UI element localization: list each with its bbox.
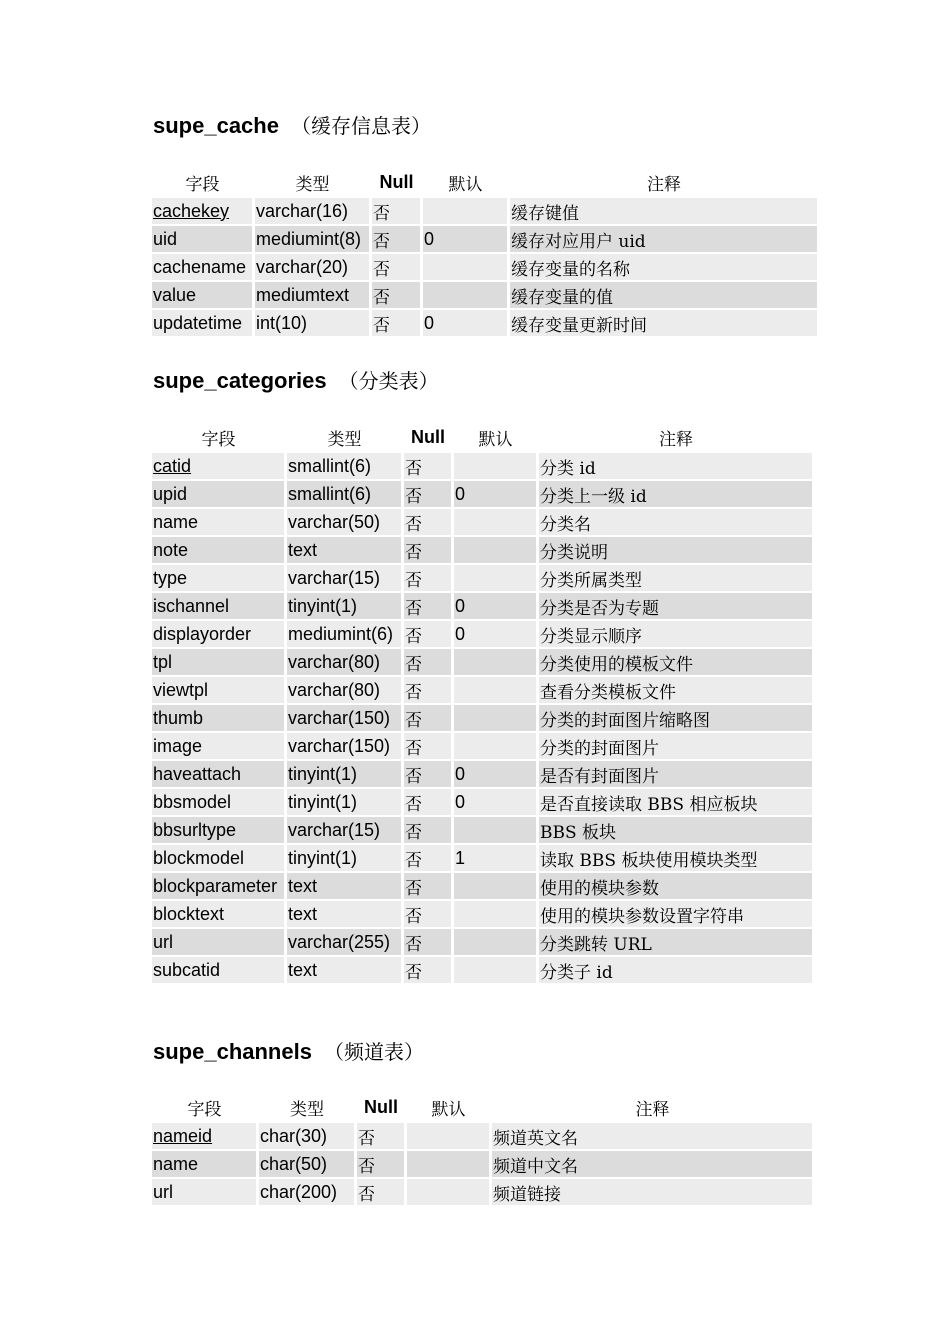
cell-null: 否 — [404, 845, 452, 871]
cell-null: 否 — [372, 310, 421, 336]
table-name-cn: （缓存信息表） — [290, 114, 431, 138]
table-row — [152, 310, 818, 336]
cell-type: char(50) — [259, 1151, 355, 1177]
cell-default: 0 — [454, 761, 537, 787]
cell-null: 否 — [404, 957, 452, 983]
cell-type: varchar(15) — [287, 817, 402, 843]
section-title — [153, 365, 439, 394]
table-row — [152, 1179, 813, 1205]
cell-field: bbsmodel — [152, 789, 285, 815]
cell-comment: 分类 id — [539, 453, 813, 479]
cell-field: displayorder — [152, 621, 285, 647]
cell-default — [454, 649, 537, 675]
cell-comment: 是否直接读取 BBS 相应板块 — [539, 789, 813, 815]
cell-type: smallint(6) — [287, 481, 402, 507]
column-header-type: 类型 — [287, 423, 402, 451]
cell-default — [454, 733, 537, 759]
cell-field: cachename — [152, 254, 253, 280]
column-header-null: Null — [404, 423, 452, 451]
cell-comment: 分类的封面图片缩略图 — [539, 705, 813, 731]
cell-null: 否 — [404, 565, 452, 591]
cell-default: 0 — [454, 593, 537, 619]
cell-type: mediumint(8) — [255, 226, 370, 252]
table-row — [152, 789, 813, 815]
cell-type: text — [287, 957, 402, 983]
cell-field: subcatid — [152, 957, 285, 983]
column-header-default: 默认 — [423, 168, 508, 196]
cell-default — [454, 509, 537, 535]
table-row — [152, 198, 818, 224]
table-row — [152, 1151, 813, 1177]
section-title — [153, 110, 431, 139]
cell-comment: 使用的模块参数设置字符串 — [539, 901, 813, 927]
cell-field: url — [152, 1179, 257, 1205]
cell-comment: 分类子 id — [539, 957, 813, 983]
cell-type: varchar(80) — [287, 649, 402, 675]
primary-key-label: catid — [153, 455, 192, 476]
table-row — [152, 929, 813, 955]
cell-default — [454, 873, 537, 899]
column-header-comment: 注释 — [539, 423, 813, 451]
table-row — [152, 817, 813, 843]
table-row — [152, 226, 818, 252]
column-header-type: 类型 — [259, 1093, 355, 1121]
cell-comment: 频道链接 — [492, 1179, 813, 1205]
table-row — [152, 705, 813, 731]
cell-comment: 分类使用的模板文件 — [539, 649, 813, 675]
table-name: supe_cache — [153, 113, 279, 138]
cell-type: text — [287, 537, 402, 563]
cell-comment: 使用的模块参数 — [539, 873, 813, 899]
table-row — [152, 621, 813, 647]
header-row — [152, 423, 813, 451]
cell-null: 否 — [404, 621, 452, 647]
cell-comment: 缓存对应用户 uid — [510, 226, 818, 252]
cell-type: text — [287, 901, 402, 927]
header-row — [152, 168, 818, 196]
cell-default: 0 — [454, 789, 537, 815]
cell-comment: 读取 BBS 板块使用模块类型 — [539, 845, 813, 871]
cell-type: smallint(6) — [287, 453, 402, 479]
cell-field: updatetime — [152, 310, 253, 336]
table-row — [152, 761, 813, 787]
cell-default: 0 — [454, 481, 537, 507]
cell-default — [454, 929, 537, 955]
cell-null: 否 — [357, 1179, 405, 1205]
cell-field: uid — [152, 226, 253, 252]
table-row — [152, 593, 813, 619]
cell-default — [454, 537, 537, 563]
cell-field — [152, 1123, 257, 1149]
cell-field: value — [152, 282, 253, 308]
cell-null: 否 — [404, 537, 452, 563]
cell-default: 1 — [454, 845, 537, 871]
cell-default — [454, 817, 537, 843]
cell-null: 否 — [404, 509, 452, 535]
cell-default — [423, 282, 508, 308]
cell-type: varchar(20) — [255, 254, 370, 280]
cell-type: tinyint(1) — [287, 845, 402, 871]
cell-null: 否 — [372, 226, 421, 252]
table-row — [152, 537, 813, 563]
cell-type: text — [287, 873, 402, 899]
table-name-cn: （分类表） — [338, 369, 439, 393]
cell-comment: 频道中文名 — [492, 1151, 813, 1177]
cell-field: thumb — [152, 705, 285, 731]
cell-null: 否 — [404, 705, 452, 731]
cell-comment: 分类说明 — [539, 537, 813, 563]
cell-comment: 分类名 — [539, 509, 813, 535]
cell-field: blockparameter — [152, 873, 285, 899]
column-header-field: 字段 — [152, 168, 253, 196]
column-header-null: Null — [357, 1093, 405, 1121]
cell-null: 否 — [404, 817, 452, 843]
cell-field: upid — [152, 481, 285, 507]
header-row — [152, 1093, 813, 1121]
cell-type: varchar(15) — [287, 565, 402, 591]
cell-comment: BBS 板块 — [539, 817, 813, 843]
cell-field: viewtpl — [152, 677, 285, 703]
cell-type: varchar(16) — [255, 198, 370, 224]
table-name-cn: （频道表） — [323, 1040, 424, 1064]
cell-field: image — [152, 733, 285, 759]
column-header-default: 默认 — [407, 1093, 490, 1121]
cell-field: name — [152, 1151, 257, 1177]
table-name: supe_categories — [153, 368, 327, 393]
cell-null: 否 — [404, 733, 452, 759]
cell-comment: 查看分类模板文件 — [539, 677, 813, 703]
cell-null: 否 — [372, 282, 421, 308]
cell-type: int(10) — [255, 310, 370, 336]
cell-default — [454, 565, 537, 591]
cell-type: tinyint(1) — [287, 593, 402, 619]
cell-type: tinyint(1) — [287, 761, 402, 787]
cell-default — [454, 677, 537, 703]
cell-default: 0 — [423, 310, 508, 336]
cell-comment: 缓存键值 — [510, 198, 818, 224]
column-header-default: 默认 — [454, 423, 537, 451]
cell-null: 否 — [404, 677, 452, 703]
table-row — [152, 677, 813, 703]
table-row — [152, 901, 813, 927]
cell-null: 否 — [404, 873, 452, 899]
cell-default — [454, 957, 537, 983]
cell-default — [454, 453, 537, 479]
cell-default: 0 — [423, 226, 508, 252]
cell-null: 否 — [404, 481, 452, 507]
table-name: supe_channels — [153, 1039, 312, 1064]
cell-field — [152, 453, 285, 479]
cell-type: varchar(255) — [287, 929, 402, 955]
cell-comment: 分类的封面图片 — [539, 733, 813, 759]
cell-comment: 缓存变量的值 — [510, 282, 818, 308]
primary-key-label: nameid — [153, 1125, 213, 1146]
cell-comment: 分类是否为专题 — [539, 593, 813, 619]
cell-default: 0 — [454, 621, 537, 647]
column-header-field: 字段 — [152, 1093, 257, 1121]
cell-field: type — [152, 565, 285, 591]
cell-null: 否 — [404, 593, 452, 619]
cell-field: blockmodel — [152, 845, 285, 871]
table-row — [152, 453, 813, 479]
cell-field: haveattach — [152, 761, 285, 787]
cell-comment: 分类所属类型 — [539, 565, 813, 591]
cell-field: url — [152, 929, 285, 955]
cell-comment: 分类上一级 id — [539, 481, 813, 507]
column-header-field: 字段 — [152, 423, 285, 451]
cell-type: char(200) — [259, 1179, 355, 1205]
cell-null: 否 — [404, 649, 452, 675]
cell-field — [152, 198, 253, 224]
table-row — [152, 845, 813, 871]
cell-null: 否 — [404, 453, 452, 479]
cell-default — [423, 198, 508, 224]
cell-comment: 分类显示顺序 — [539, 621, 813, 647]
cell-type: char(30) — [259, 1123, 355, 1149]
cell-default — [407, 1151, 490, 1177]
column-header-comment: 注释 — [510, 168, 818, 196]
column-header-comment: 注释 — [492, 1093, 813, 1121]
cell-type: tinyint(1) — [287, 789, 402, 815]
section-title — [153, 1036, 424, 1065]
table-row — [152, 282, 818, 308]
cell-null: 否 — [404, 761, 452, 787]
table-row — [152, 254, 818, 280]
primary-key-label: cachekey — [153, 200, 230, 221]
table-row — [152, 873, 813, 899]
cell-comment: 是否有封面图片 — [539, 761, 813, 787]
cell-field: tpl — [152, 649, 285, 675]
cell-default — [407, 1123, 490, 1149]
cell-null: 否 — [357, 1123, 405, 1149]
cell-type: varchar(150) — [287, 733, 402, 759]
cell-type: mediumtext — [255, 282, 370, 308]
cell-default — [423, 254, 508, 280]
cell-comment: 分类跳转 URL — [539, 929, 813, 955]
cell-null: 否 — [404, 929, 452, 955]
cell-field: ischannel — [152, 593, 285, 619]
cell-default — [407, 1179, 490, 1205]
table-row — [152, 509, 813, 535]
table-row — [152, 733, 813, 759]
schema-table — [150, 166, 820, 338]
table-row — [152, 1123, 813, 1149]
cell-null: 否 — [357, 1151, 405, 1177]
cell-type: varchar(80) — [287, 677, 402, 703]
cell-type: varchar(50) — [287, 509, 402, 535]
cell-null: 否 — [372, 198, 421, 224]
cell-comment: 缓存变量更新时间 — [510, 310, 818, 336]
schema-table — [150, 421, 815, 985]
cell-comment: 缓存变量的名称 — [510, 254, 818, 280]
cell-null: 否 — [404, 901, 452, 927]
cell-type: mediumint(6) — [287, 621, 402, 647]
cell-field: name — [152, 509, 285, 535]
cell-null: 否 — [404, 789, 452, 815]
cell-field: blocktext — [152, 901, 285, 927]
cell-default — [454, 705, 537, 731]
cell-field: bbsurltype — [152, 817, 285, 843]
cell-field: note — [152, 537, 285, 563]
cell-type: varchar(150) — [287, 705, 402, 731]
cell-default — [454, 901, 537, 927]
cell-comment: 频道英文名 — [492, 1123, 813, 1149]
column-header-null: Null — [372, 168, 421, 196]
table-row — [152, 481, 813, 507]
table-row — [152, 957, 813, 983]
cell-null: 否 — [372, 254, 421, 280]
schema-table — [150, 1091, 815, 1207]
table-row — [152, 649, 813, 675]
column-header-type: 类型 — [255, 168, 370, 196]
table-row — [152, 565, 813, 591]
